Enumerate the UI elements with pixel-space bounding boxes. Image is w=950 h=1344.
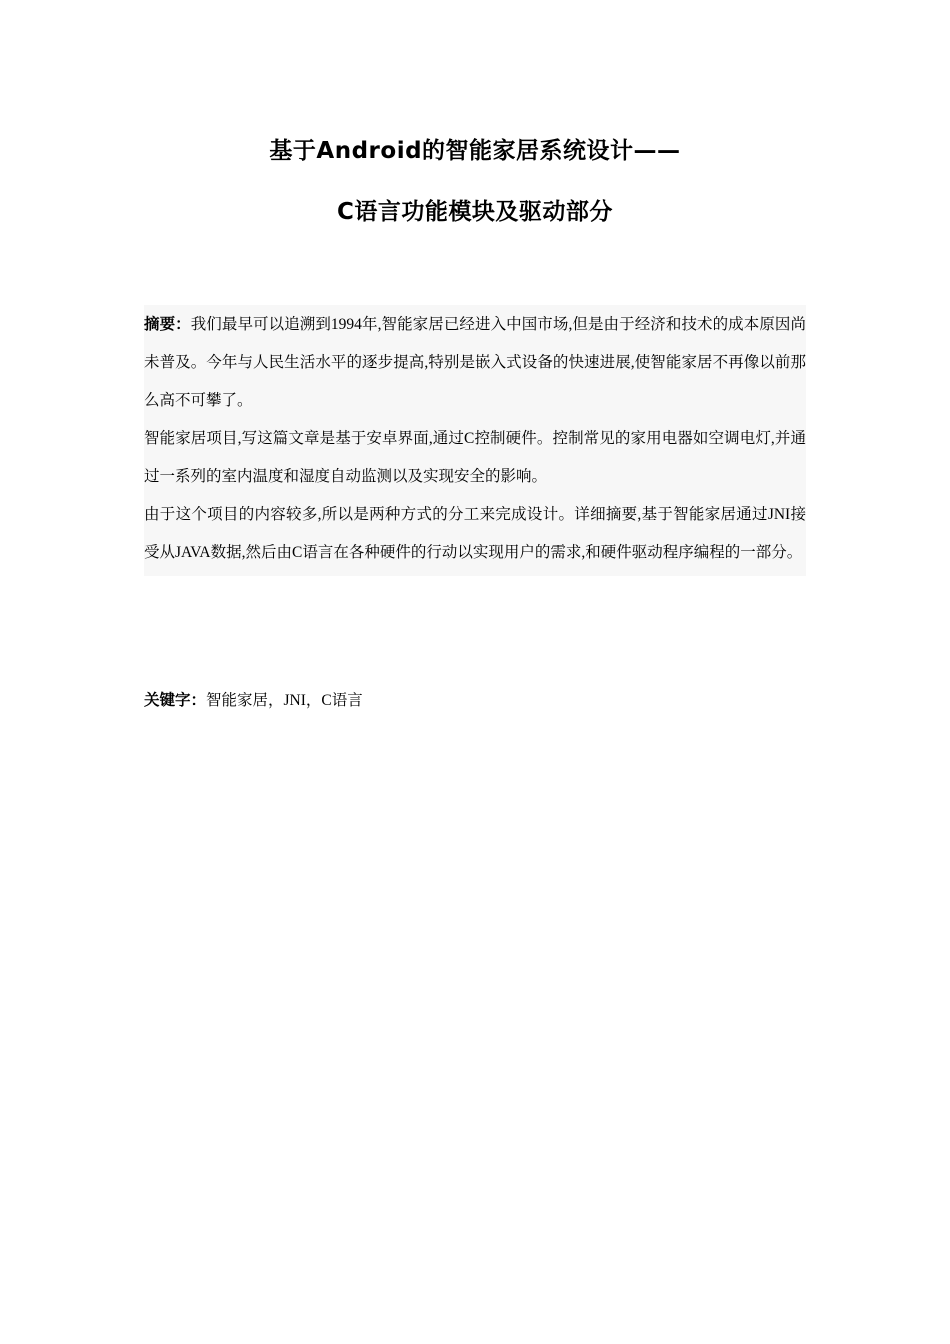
abstract-paragraph-2: 智能家居项目,写这篇文章是基于安卓界面,通过C控制硬件。控制常见的家用电器如空调电灯,并通过一系列的室内温度和湿度自动监测以及实现安全的影响。 [144, 430, 806, 485]
abstract-paragraph-1-text: 我们最早可以追溯到1994年,智能家居已经进入中国市场,但是由于经济和技术的成本原因尚未普及。今年与人民生活水平的逐步提高,特别是嵌入式设备的快速进展,使智能家居不再像以前那么高不可攀了。 [144, 316, 806, 409]
abstract-label: 摘要： [144, 315, 191, 333]
abstract-paragraph-3: 由于这个项目的内容较多,所以是两种方式的分工来完成设计。详细摘要,基于智能家居通过JNI接受从JAVA数据,然后由C语言在各种硬件的行动以实现用户的需求,和硬件驱动程序编程的一部分。 [144, 506, 806, 561]
keywords-label: 关键字： [144, 691, 207, 709]
abstract-section [144, 305, 806, 576]
document-title-line-1: 基于Android的智能家居系统设计—— [269, 138, 681, 164]
keywords-line [144, 686, 806, 715]
keywords-value: 智能家居，JNI，C语言 [206, 692, 363, 709]
document-title-line-2: C语言功能模块及驱动部分 [337, 199, 613, 225]
abstract-paragraph-1 [144, 305, 806, 420]
